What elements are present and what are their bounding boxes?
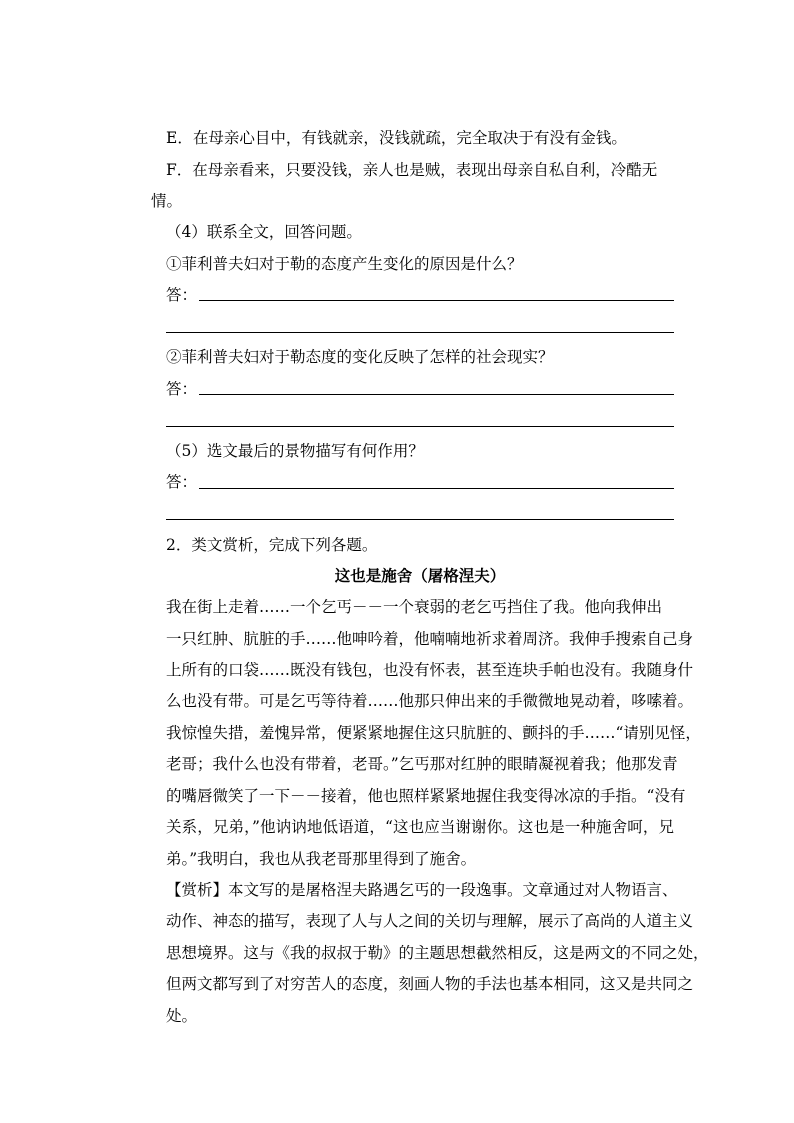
answer-label-4-2: 答： <box>166 380 198 398</box>
analysis-line: 处。 <box>166 1007 198 1025</box>
answer-line <box>166 519 674 520</box>
answer-line <box>166 426 674 427</box>
passage-line: 我惊惶失措，羞愧异常，便紧紧地握住这只肮脏的、颤抖的手……“请别见怪， <box>166 724 701 742</box>
analysis-line: 【赏析】本文写的是屠格涅夫路遇乞丐的一段逸事。文章通过对人物语言、 <box>166 881 678 899</box>
option-e: E．在母亲心目中，有钱就亲，没钱就疏，完全取决于有没有金钱。 <box>166 129 627 147</box>
answer-line <box>166 332 674 333</box>
option-f-line-1: F．在母亲看来，只要没钱，亲人也是贼，表现出母亲自私自利，冷酷无 <box>166 161 658 179</box>
question-4-sub-2: ②菲利普夫妇对于勒态度的变化反映了怎样的社会现实？ <box>166 348 554 366</box>
passage-title: 这也是施舍（屠格涅夫） <box>334 566 506 585</box>
passage-line: 的嘴唇微笑了一下－－接着，他也照样紧紧地握住我变得冰凉的手指。“没有 <box>166 787 686 805</box>
question-5-heading: （5）选文最后的景物描写有何作用？ <box>166 442 424 460</box>
question-4-sub-1: ①菲利普夫妇对于勒的态度产生变化的原因是什么？ <box>166 255 523 273</box>
option-f-line-2: 情。 <box>151 192 183 210</box>
answer-label-4-1: 答： <box>166 286 198 304</box>
passage-line: 弟。”我明白，我也从我老哥那里得到了施舍。 <box>166 850 477 868</box>
answer-line <box>199 488 674 489</box>
passage-line: 上所有的口袋……既没有钱包，也没有怀表，甚至连块手帕也没有。我随身什 <box>166 661 694 679</box>
passage-line: 我在街上走着……一个乞丐－－一个衰弱的老乞丐挡住了我。他向我伸出 <box>166 598 663 616</box>
answer-line <box>199 394 674 395</box>
question-4-heading: （4）联系全文，回答问题。 <box>166 223 362 241</box>
answer-label-5: 答： <box>166 473 198 491</box>
passage-line: 么也没有带。可是乞丐等待着……他那只伸出来的手微微地晃动着，哆嗦着。 <box>166 692 694 710</box>
passage-line: 关系，兄弟，”他讷讷地低语道，“这也应当谢谢你。这也是一种施舍呵，兄 <box>166 818 674 836</box>
analysis-line: 但两文都写到了对穷苦人的态度，刻画人物的手法也基本相同，这又是共同之 <box>166 975 694 993</box>
passage-line: 一只红肿、肮脏的手……他呻吟着，他喃喃地祈求着周济。我伸手搜索自己身 <box>166 630 694 648</box>
passage-line: 老哥；我什么也没有带着，老哥。”乞丐那对红肿的眼睛凝视着我；他那发青 <box>166 755 678 773</box>
analysis-line: 思想境界。这与《我的叔叔于勒》的主题思想截然相反，这是两文的不同之处， <box>166 944 709 962</box>
section-2-heading: 2．类文赏析，完成下列各题。 <box>166 536 378 554</box>
answer-line <box>199 300 674 301</box>
analysis-line: 动作、神态的描写，表现了人与人之间的关切与理解，展示了高尚的人道主义 <box>166 912 694 930</box>
